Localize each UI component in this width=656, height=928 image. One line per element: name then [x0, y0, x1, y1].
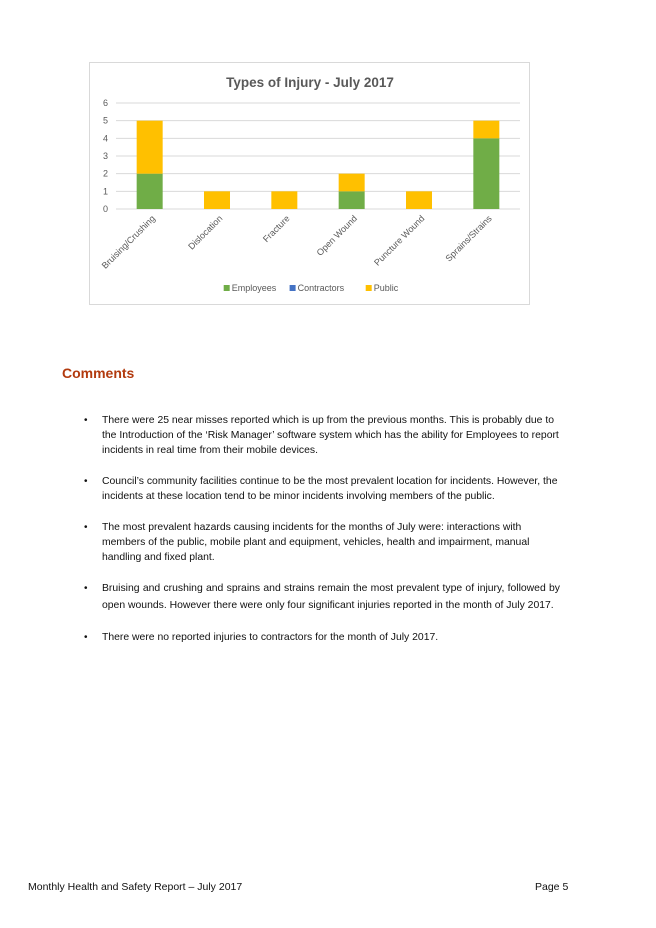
bar-segment-public [204, 191, 230, 209]
x-category-label: Bruising/Crushing [99, 213, 158, 271]
chart-legend [224, 283, 399, 293]
comment-text: There were 25 near misses reported which is up from the previous months. This is probably due to the Introduction of the ‘Risk Manager’ software system which has the ability for Employees to report incidents in real time from their mobile devices. [102, 415, 559, 456]
comment-item [80, 630, 560, 645]
comments-list [80, 413, 560, 661]
comment-text: There were no reported injuries to contractors for the month of July 2017. [102, 632, 439, 643]
bar-segment-employees [339, 191, 365, 209]
comment-item [80, 474, 560, 504]
injury-chart [89, 62, 530, 305]
bar-segment-employees [137, 174, 163, 209]
bullet-icon: • [84, 522, 88, 533]
chart-gridlines [116, 103, 520, 209]
legend-swatch-employees [224, 285, 230, 291]
x-axis-categories [100, 213, 494, 271]
y-tick-label: 2 [102, 168, 108, 179]
bullet-icon: • [84, 583, 88, 594]
x-category-label: Open Wound [314, 213, 360, 258]
footer-page-number: Page 5 [535, 881, 569, 893]
comment-text: Bruising and crushing and sprains and strains remain the most prevalent type of injury, followed by open wounds. However there were only four significant injuries reported in the month of July 2017. [102, 583, 560, 611]
comment-item [80, 413, 560, 458]
legend-swatch-contractors [290, 285, 296, 291]
y-tick-label: 1 [102, 186, 108, 197]
y-tick-label: 3 [102, 151, 108, 161]
x-category-label: Dislocation [186, 213, 225, 252]
y-tick-label: 5 [102, 115, 108, 126]
chart-title: Types of Injury - July 2017 [226, 75, 394, 90]
legend-swatch-public [366, 285, 372, 291]
legend-label-public: Public [373, 283, 399, 293]
x-category-label: Fracture [260, 213, 292, 245]
y-axis-ticks [103, 98, 108, 214]
comment-text: The most prevalent hazards causing incidents for the months of July were: interactions with members of the public, mobile plant and equipment, vehicles, health and impairment, manual handling and fixed plant. [102, 522, 530, 563]
bullet-icon: • [84, 632, 88, 643]
footer-title: Monthly Health and Safety Report – July 2017 [28, 881, 243, 893]
y-tick-label: 6 [102, 98, 108, 108]
bar-segment-public [473, 121, 499, 139]
y-tick-label: 4 [102, 133, 108, 144]
comments-heading: Comments [62, 365, 135, 381]
y-tick-label: 0 [102, 204, 108, 214]
bullet-icon: • [84, 476, 88, 487]
bar-segment-public [271, 191, 297, 209]
bullet-icon: • [84, 415, 88, 426]
bar-segment-public [339, 174, 365, 192]
bar-segment-public [137, 121, 163, 174]
comment-item [80, 520, 560, 565]
bar-segment-public [406, 191, 432, 209]
chart-bars [137, 121, 500, 209]
bar-segment-employees [473, 138, 499, 209]
legend-label-contractors: Contractors [297, 283, 345, 293]
comment-text: Council’s community facilities continue to be the most prevalent location for incidents. However, the incidents at these location tend to be minor incidents involving members of the public. [102, 476, 558, 502]
comment-item [80, 581, 560, 614]
legend-label-employees: Employees [231, 283, 277, 293]
x-category-label: Puncture Wound [372, 213, 427, 268]
injury-chart-svg [90, 63, 531, 306]
x-category-label: Sprains/Strains [443, 213, 494, 264]
